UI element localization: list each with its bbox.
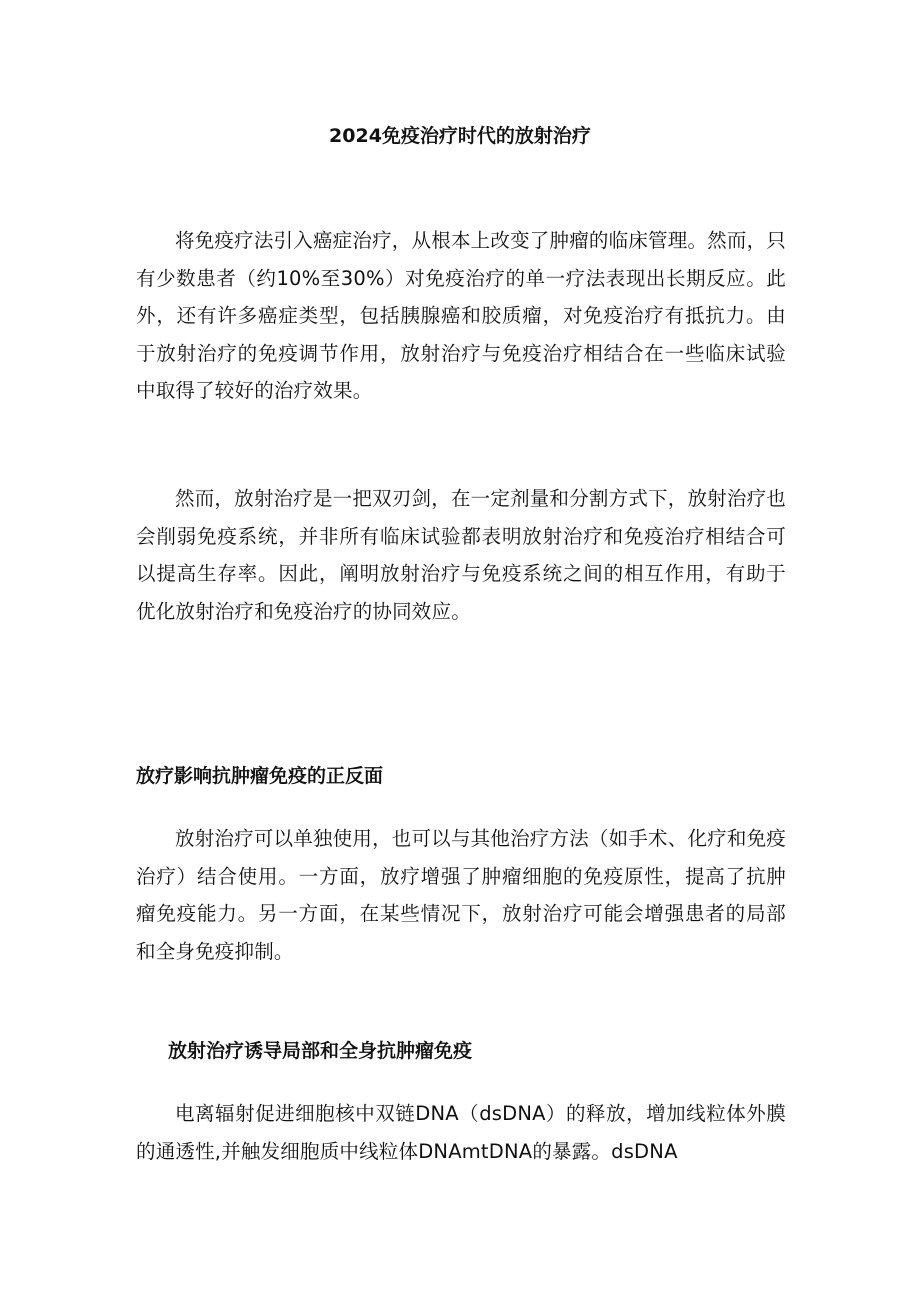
intro-paragraph-1: 将免疫疗法引入癌症治疗，从根本上改变了肿瘤的临床管理。然而，只有少数患者（约10%至30%）对免疫治疗的单一疗法表现出长期反应。此外，还有许多癌症类型，包括胰腺癌和胶质瘤，对免疫治疗有抵抗力。由于放射治疗的免疫调节作用，放射治疗与免疫治疗相结合在一些临床试验中取得了较好的治疗效果。 [136, 229, 786, 403]
section-heading: 放疗影响抗肿瘤免疫的正反面 [136, 765, 384, 787]
subsection-paragraph: 电离辐射促进细胞核中双链DNA（dsDNA）的释放，增加线粒体外膜的通透性,并触发细胞质中线粒体DNAmtDNA的暴露。dsDNA [136, 1102, 786, 1163]
intro-paragraph-2: 然而，放射治疗是一把双刃剑，在一定剂量和分割方式下，放射治疗也会削弱免疫系统，并非所有临床试验都表明放射治疗和免疫治疗相结合可以提高生存率。因此，阐明放射治疗与免疫系统之间的相互作用，有助于优化放射治疗和免疫治疗的协同效应。 [136, 487, 786, 623]
document-title: 2024免疫治疗时代的放射治疗 [329, 125, 591, 147]
section-paragraph: 放射治疗可以单独使用，也可以与其他治疗方法（如手术、化疗和免疫治疗）结合使用。一方面，放疗增强了肿瘤细胞的免疫原性，提高了抗肿瘤免疫能力。另一方面，在某些情况下，放射治疗可能会增强患者的局部和全身免疫抑制。 [136, 827, 786, 963]
subsection-heading: 放射治疗诱导局部和全身抗肿瘤免疫 [168, 1040, 473, 1062]
